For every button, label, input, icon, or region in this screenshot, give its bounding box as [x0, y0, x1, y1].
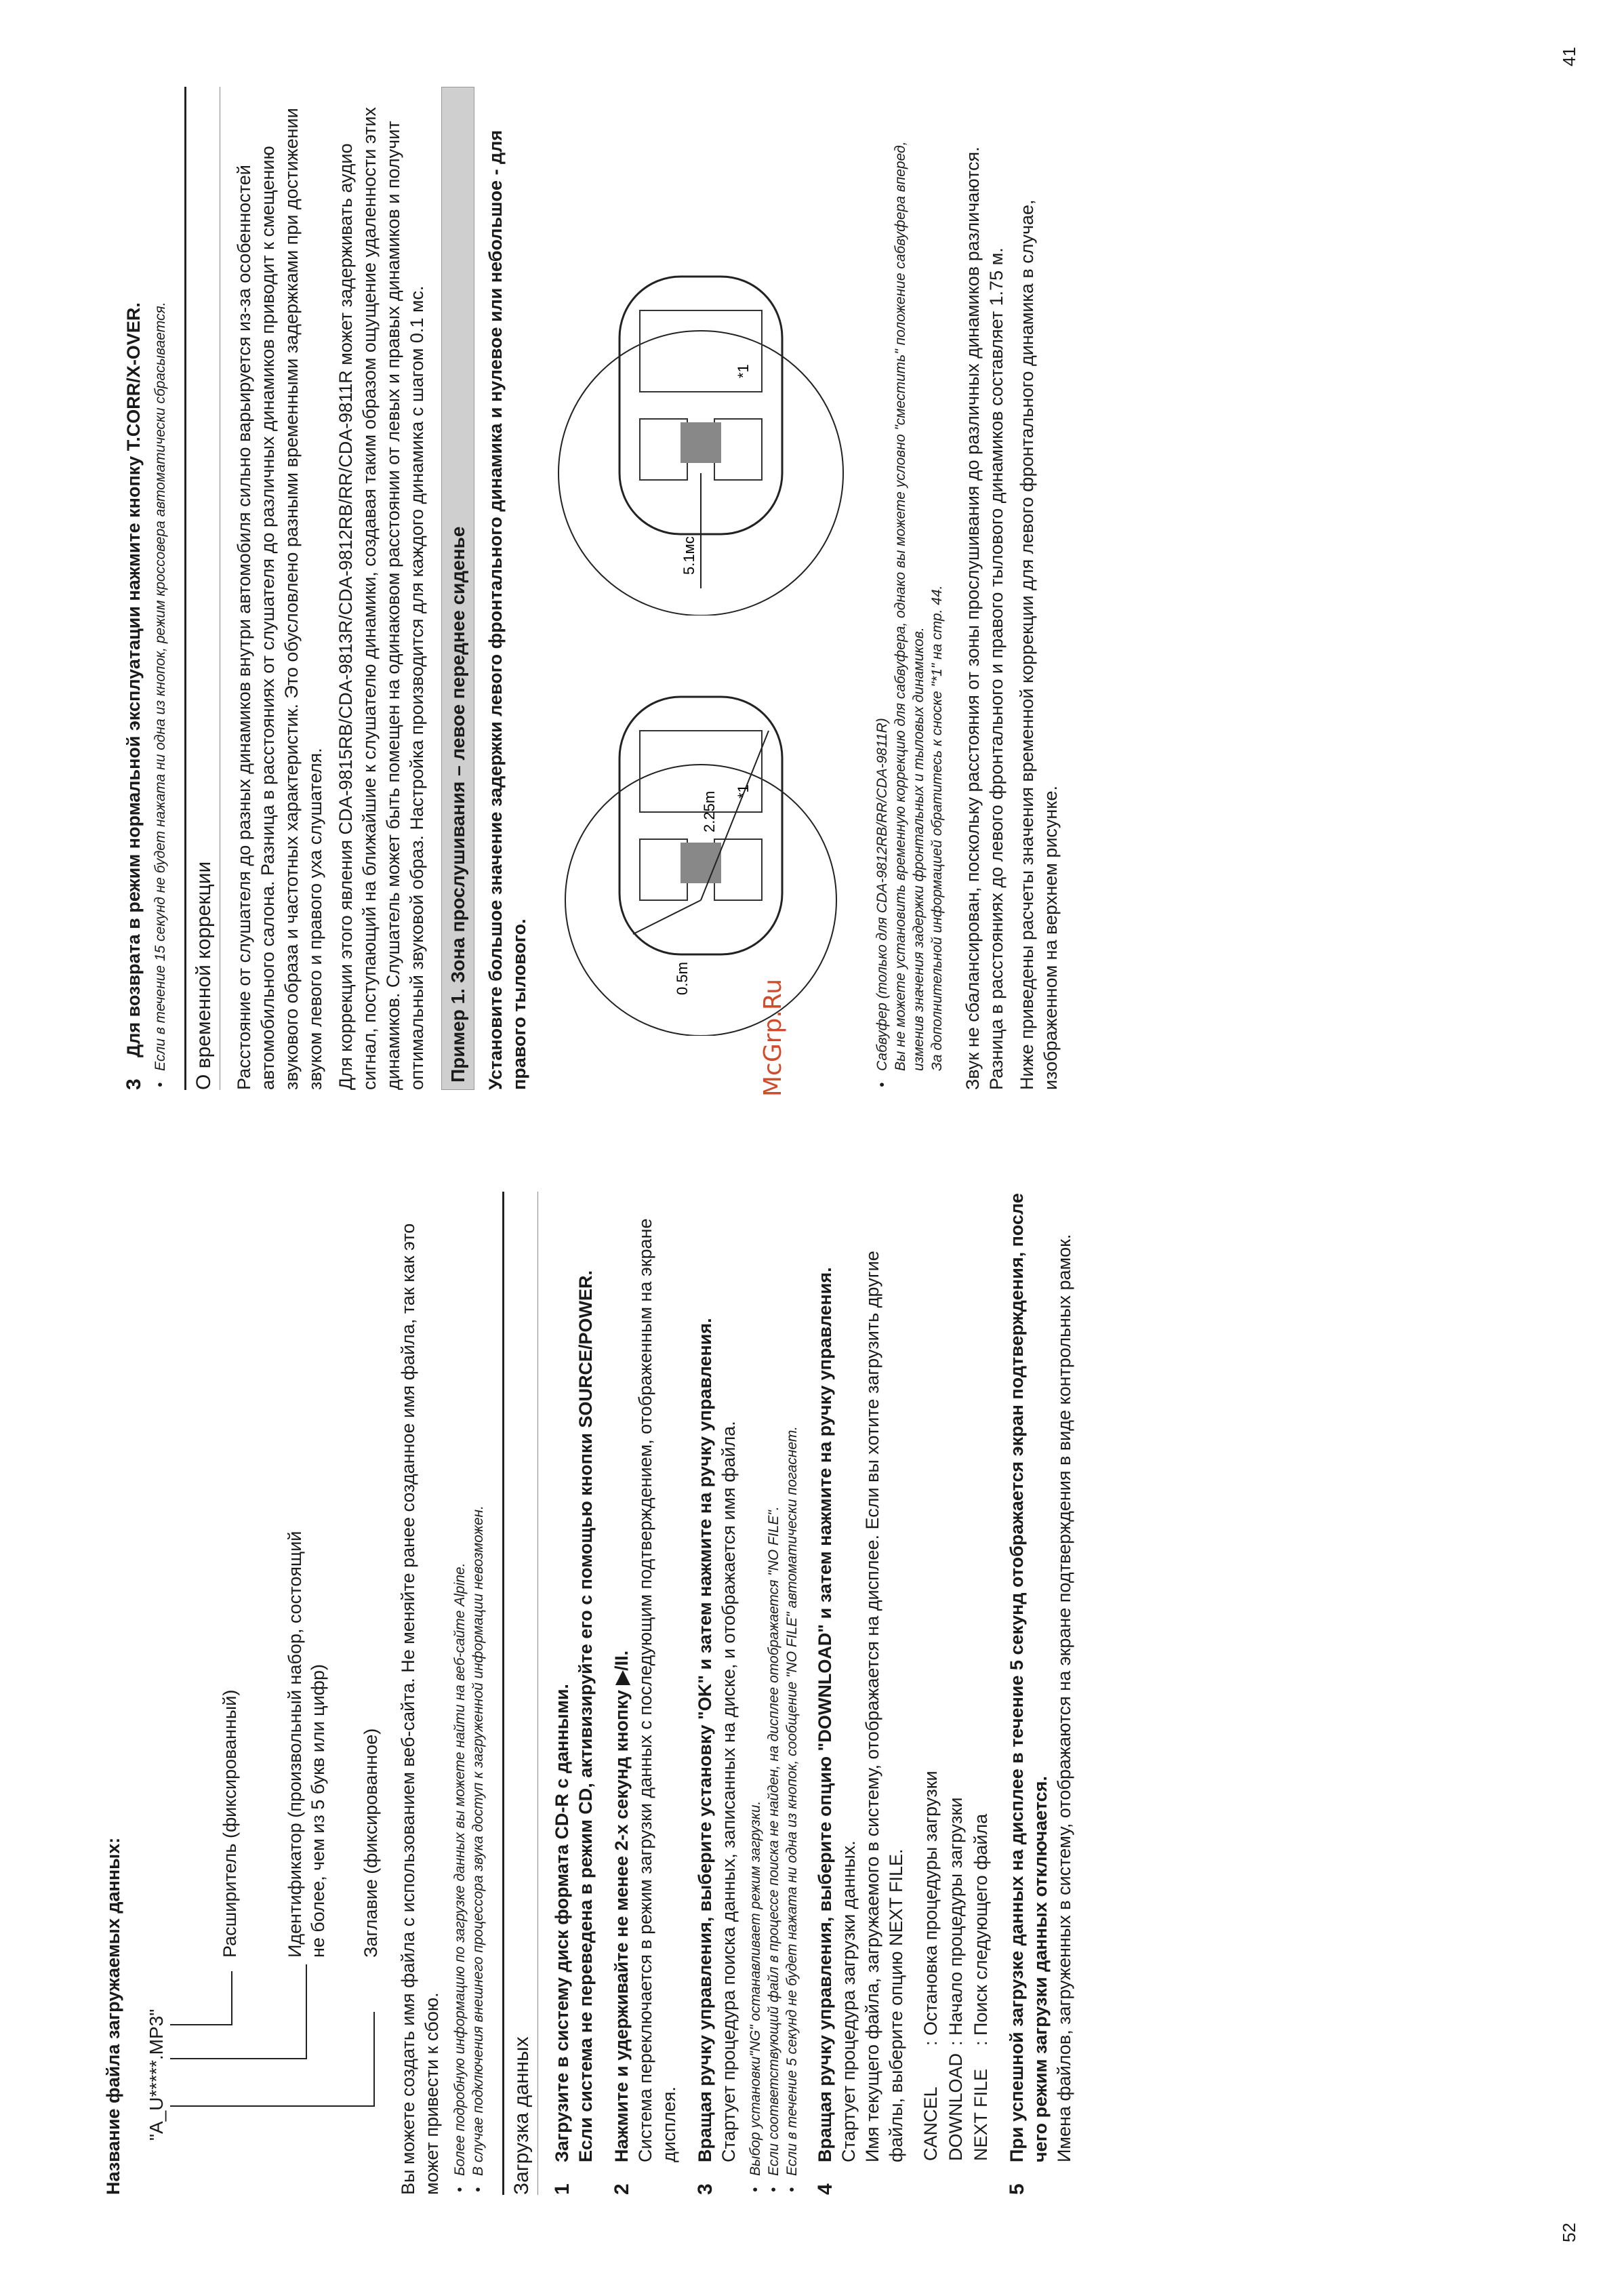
watermark: McGrp.Ru	[759, 978, 787, 1097]
car-diagram-2-svg	[545, 236, 857, 615]
note: • Если в течение 15 секунд не будет нажата ни одна из кнопок, режим кроссовера автоматически сбрасывается.	[151, 87, 169, 1090]
distance-label: 0.5m	[674, 962, 691, 995]
subwoofer-note-text: Вы не можете установить временную коррекцию для сабвуфера, однако вы можете условно "сместить" положение сабвуфера вперед, изменив значения задержки фронтальных и тыловых динамиков.	[893, 141, 927, 1071]
section-title-time-correction: О временной коррекции	[184, 87, 220, 1090]
left-page	[102, 1192, 1082, 2195]
step-2	[610, 1192, 681, 2195]
tree-title-label: Заглавие (фиксированное)	[361, 1728, 381, 1958]
filename-structure	[139, 1192, 390, 2195]
front-seat	[640, 419, 687, 480]
tree-line	[306, 1964, 307, 2059]
option-key: CANCEL	[920, 2086, 941, 2161]
note: • Более подробную информацию по загрузке данных вы можете найти на веб-сайте Alpine.	[451, 1192, 469, 2195]
step-number: 1	[551, 2183, 573, 2195]
car-diagram-1	[545, 656, 857, 1036]
option-key: NEXT FILE	[971, 2068, 991, 2161]
footnote-mark: *1	[735, 784, 752, 799]
option-value: : Остановка процедуры загрузки	[920, 1771, 941, 2046]
tree-line	[231, 1971, 232, 2025]
tree-line	[170, 2105, 373, 2107]
tree-id-label-2: не более, чем из 5 букв или цифр)	[308, 1664, 328, 1958]
step-text: Нажмите и удерживайте не менее 2-х секунд кнопку ▶/II.	[611, 1650, 632, 2162]
step-text: Вращая ручку управления, выберите установку "OK" и затем нажмите на ручку управления.	[695, 1318, 715, 2162]
subwoofer-note-title: • Сабвуфер (только для CDA-9812RB/RR/CDA-9811R)	[873, 87, 891, 1090]
step-text: Система переключается в режим загрузки данных с последующим подтверждением, отображенным на экране дисплея.	[635, 1218, 679, 2162]
example-heading: Пример 1. Зона прослушивания – левое переднее сиденье	[441, 87, 474, 1090]
step-number: 2	[611, 2183, 633, 2195]
filename-paragraph: Вы можете создать имя файла с использованием веб-сайта. Не меняйте ранее созданное имя файла, так как это может привести к сбою.	[398, 1223, 442, 2195]
filename-heading: Название файла загружаемых данных:	[103, 1837, 123, 2195]
delay-label: 5.1мс	[681, 536, 697, 575]
paragraph: Звук не сбалансирован, поскольку расстояния от зоны прослушивания до различных динамиков различаются. Разница в расстояниях до левого фронтального и правого тылового динамиков составляет 1.75 м.	[962, 146, 1007, 1090]
section-title-download: Загрузка данных	[502, 1192, 538, 2195]
step-number: 3	[694, 2183, 716, 2195]
note: • Если в течение 5 секунд не будет нажата ни одна из кнопок, сообщение "NO FILE" автоматически погаснет.	[783, 1192, 801, 2195]
step-text: Стартует процедура загрузки данных.	[838, 1840, 859, 2162]
page-number-right: 41	[1559, 47, 1579, 66]
step-text: Вращая ручку управления, выберите опцию "DOWNLOAD" и затем нажмите на ручку управления.	[815, 1267, 835, 2162]
note: • Выбор установки"NG" останавливает режим загрузки.	[746, 1192, 765, 2195]
tree-ext-label: Расширитель (фиксированный)	[220, 1689, 240, 1958]
page-number-left: 52	[1559, 2223, 1579, 2242]
tree-line	[373, 2012, 375, 2107]
example-text: Установите большое значение задержки левого фронтального динамика и нулевое или небольшое - для правого тылового.	[485, 129, 529, 1090]
car-diagram-2	[545, 236, 857, 615]
car-diagrams	[545, 87, 857, 1036]
note: • Если соответствующий файл в процессе поиска не найден, на дисплее отображается "NO FILE".	[765, 1192, 783, 2195]
step-5	[1005, 1192, 1076, 2195]
step-3	[693, 1192, 741, 2195]
tree-line	[170, 2024, 231, 2025]
step-3-return	[122, 87, 146, 1090]
step-number: 5	[1006, 2183, 1028, 2195]
tree-id-label-1: Идентификатор (произвольный набор, состоящий	[285, 1531, 305, 1958]
listener	[681, 422, 721, 463]
front-seat	[714, 419, 762, 480]
step-text: Для возврата в режим нормальной эксплуатации нажмите кнопку T.CORR/X-OVER.	[123, 302, 144, 1057]
right-page	[122, 87, 1070, 1090]
note: • В случае подключения внешнего процессора звука доступ к загруженной информации невозможен.	[469, 1192, 487, 2195]
paragraph: Ниже приведены расчеты значения временной коррекции для левого фронтального динамика в случае, изображенном на верхнем рисунке.	[1017, 199, 1061, 1090]
distance-line	[633, 900, 701, 934]
paragraph: Для коррекции этого явления CDA-9815RB/CDA-9813R/CDA-9812RB/RR/CDA-9811R может задерживать аудио сигнал, поступающий на ближайшие к слушателю динамики, создавая таким образом ощущение удаленности этих динамиков. Слушатель может быть помещен на одинаковом расстоянии от левых и правых динамиков и получит оптимальный звуковой образ. Настройка производится для каждого динамика с шагом 0.1 мс.	[336, 107, 427, 1090]
tree-line	[170, 2058, 306, 2059]
distance-label: 2.25m	[701, 790, 718, 832]
paragraph: Расстояние от слушателя до разных динамиков внутри автомобиля сильно варьируется из-за особенностей автомобильного салона. Разница в расстояниях от слушателя до различных динамиков приводит к смещению звукового образа и частотных характеристик. Это обусловлено разными временными задержками при достижении звуком левого и правого уха слушателя.	[234, 108, 325, 1090]
subwoofer-note-ref: За дополнительной информацией обратитесь к сноске "*1" на стр. 44.	[929, 585, 945, 1071]
step-number: 4	[814, 2183, 836, 2195]
download-options	[919, 1192, 993, 2161]
car-diagram-1-svg	[545, 656, 857, 1036]
option-value: : Начало процедуры загрузки	[946, 1797, 966, 2046]
step-text: Загрузите в систему диск формата CD-R с данными.	[552, 1684, 572, 2162]
option-key: DOWNLOAD	[946, 2053, 966, 2161]
step-text: Имена файлов, загруженных в систему, отображаются на экране подтверждения в виде контрольных рамок.	[1054, 1234, 1074, 2162]
step-text: Имя текущего файла, загружаемого в систему, отображается на дисплее. Если вы хотите загрузить другие файлы, выберите опцию NEXT FILE.	[862, 1251, 906, 2162]
footnote-mark: *1	[735, 364, 752, 378]
step-text: При успешной загрузке данных на дисплее в течение 5 секунд отображается экран подтверждения, после чего режим загрузки данных отключается.	[1007, 1193, 1051, 2162]
step-1	[550, 1192, 598, 2195]
step-text: Если система не переведена в режим CD, активизируйте его с помощью кнопки SOURCE/POWER.	[575, 1270, 596, 2162]
front-seat	[640, 839, 687, 900]
option-value: : Поиск следующего файла	[971, 1813, 991, 2046]
step-text: Стартует процедура поиска данных, записанных на диске, и отображается имя файла.	[718, 1421, 739, 2162]
step-number: 3	[123, 1078, 145, 1090]
filename-example: "A_U*****.MP3"	[146, 2008, 167, 2141]
step-4	[813, 1192, 908, 2195]
rear-seat	[640, 310, 762, 392]
